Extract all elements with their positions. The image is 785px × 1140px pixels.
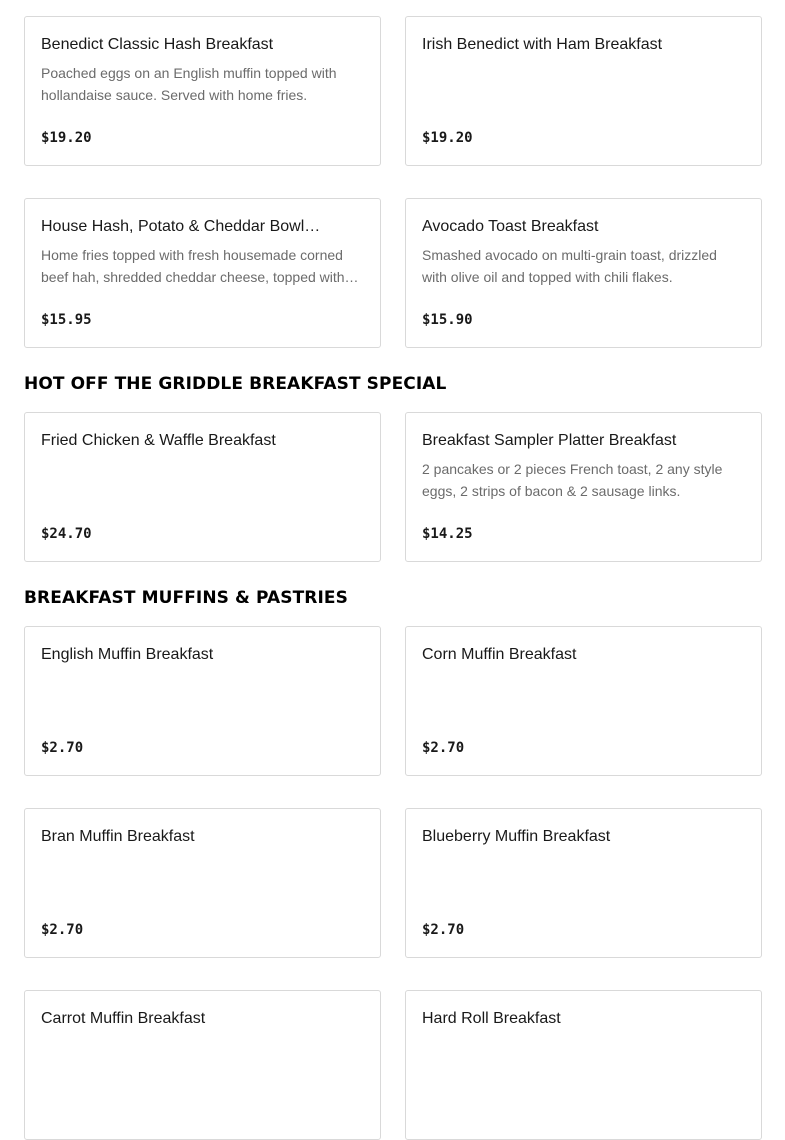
menu-item-name: Avocado Toast Breakfast — [422, 218, 599, 235]
menu-item-name: Irish Benedict with Ham Breakfast — [422, 36, 663, 53]
menu-item-price: $2.70 — [422, 922, 465, 938]
menu-item-price: $2.70 — [41, 922, 84, 938]
menu-item-description: Poached eggs on an English muffin topped with hollandaise sauce. Served with home fries. — [41, 65, 337, 103]
menu-item-price: $19.20 — [41, 130, 92, 146]
menu-item-name: Blueberry Muffin Breakfast — [422, 828, 611, 845]
menu-item-price: $24.70 — [41, 526, 92, 542]
menu-item-price: $14.25 — [422, 526, 473, 542]
menu-item-price: $15.90 — [422, 312, 473, 328]
menu-item-card[interactable] — [405, 16, 762, 166]
section-title: BREAKFAST MUFFINS & PASTRIES — [24, 588, 348, 608]
menu-item-name: English Muffin Breakfast — [41, 646, 214, 663]
menu-item-description: Home fries topped with fresh housemade corned beef hah, shredded cheddar cheese, topped with… — [41, 247, 359, 285]
menu-item-card[interactable] — [24, 16, 381, 166]
menu-item-card[interactable] — [405, 990, 762, 1140]
menu-item-card[interactable] — [405, 626, 762, 776]
menu-item-name: Carrot Muffin Breakfast — [41, 1010, 206, 1027]
menu-item-description: Smashed avocado on multi-grain toast, drizzled with olive oil and topped with chili flakes. — [422, 247, 717, 285]
menu-item-description: 2 pancakes or 2 pieces French toast, 2 any style eggs, 2 strips of bacon & 2 sausage links. — [422, 461, 723, 499]
menu-item-card[interactable] — [24, 412, 381, 562]
menu-item-card[interactable] — [24, 808, 381, 958]
menu-item-name: House Hash, Potato & Cheddar Bowl… — [41, 218, 321, 235]
menu-item-name: Breakfast Sampler Platter Breakfast — [422, 432, 677, 449]
menu-item-card[interactable] — [405, 808, 762, 958]
menu-item-card[interactable] — [24, 990, 381, 1140]
menu-item-name: Hard Roll Breakfast — [422, 1010, 561, 1027]
menu-item-price: $2.70 — [422, 740, 465, 756]
menu-item-card[interactable] — [405, 412, 762, 562]
menu-item-name: Fried Chicken & Waffle Breakfast — [41, 432, 276, 449]
menu-item-card[interactable] — [24, 198, 381, 348]
menu-item-name: Bran Muffin Breakfast — [41, 828, 195, 845]
menu-item-price: $2.70 — [41, 740, 84, 756]
menu-item-name: Benedict Classic Hash Breakfast — [41, 36, 274, 53]
menu-item-price: $19.20 — [422, 130, 473, 146]
menu-item-card[interactable] — [24, 626, 381, 776]
menu-item-price: $15.95 — [41, 312, 92, 328]
section-title: HOT OFF THE GRIDDLE BREAKFAST SPECIAL — [24, 374, 447, 394]
menu-item-name: Corn Muffin Breakfast — [422, 646, 577, 663]
menu-item-card[interactable] — [405, 198, 762, 348]
